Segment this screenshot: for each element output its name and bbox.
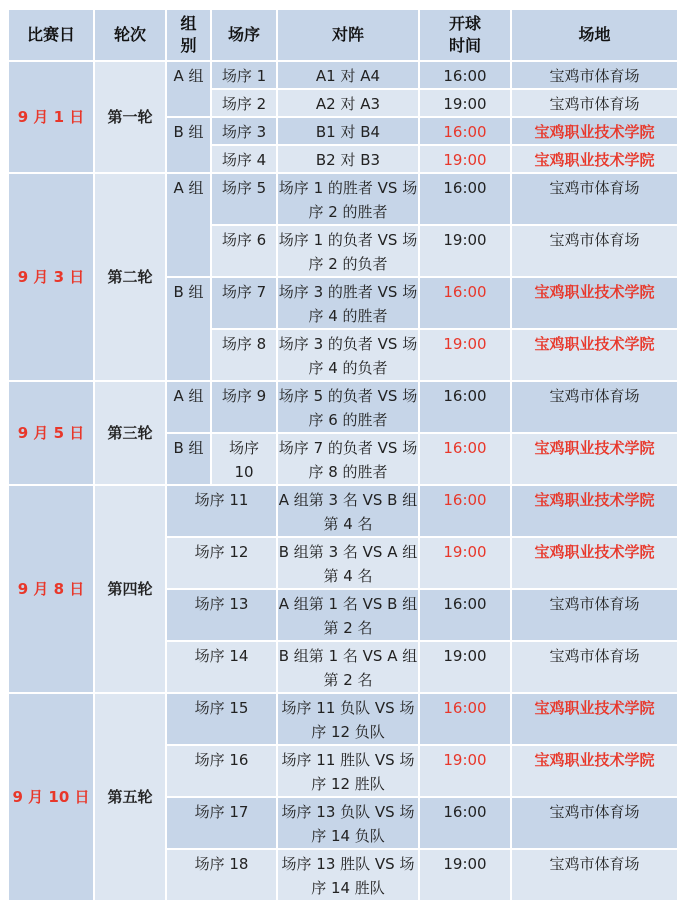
match-number: 场序 2	[211, 89, 277, 117]
matchup: 场序 3 的胜者 VS 场序 4 的胜者	[277, 277, 419, 329]
header-venue: 场地	[511, 9, 678, 61]
matchup: 场序 13 负队 VS 场序 14 负队	[277, 797, 419, 849]
round-label: 第四轮	[94, 485, 166, 693]
kickoff-time: 19:00	[419, 849, 511, 901]
round-label: 第一轮	[94, 61, 166, 173]
venue: 宝鸡市体育场	[511, 797, 678, 849]
venue: 宝鸡职业技术学院	[511, 329, 678, 381]
matchup: A 组第 3 名 VS B 组第 4 名	[277, 485, 419, 537]
header-round: 轮次	[94, 9, 166, 61]
kickoff-time: 16:00	[419, 381, 511, 433]
matchup: 场序 13 胜队 VS 场序 14 胜队	[277, 849, 419, 901]
venue: 宝鸡职业技术学院	[511, 745, 678, 797]
kickoff-time: 16:00	[419, 61, 511, 89]
venue: 宝鸡职业技术学院	[511, 485, 678, 537]
matchup: A1 对 A4	[277, 61, 419, 89]
venue: 宝鸡职业技术学院	[511, 145, 678, 173]
match-date: 9 月 3 日	[8, 173, 94, 381]
kickoff-time: 16:00	[419, 797, 511, 849]
schedule-table	[7, 8, 679, 902]
venue: 宝鸡市体育场	[511, 849, 678, 901]
match-date: 9 月 8 日	[8, 485, 94, 693]
header-matchup: 对阵	[277, 9, 419, 61]
match-number: 场序 4	[211, 145, 277, 173]
match-date: 9 月 5 日	[8, 381, 94, 485]
venue: 宝鸡市体育场	[511, 173, 678, 225]
venue: 宝鸡市体育场	[511, 89, 678, 117]
match-number: 场序 17	[166, 797, 277, 849]
match-number: 场序 15	[166, 693, 277, 745]
group-label: B 组	[166, 277, 211, 381]
header-match-no: 场序	[211, 9, 277, 61]
match-number: 场序 18	[166, 849, 277, 901]
venue: 宝鸡职业技术学院	[511, 433, 678, 485]
match-number: 场序 16	[166, 745, 277, 797]
round-label: 第五轮	[94, 693, 166, 901]
matchup: A 组第 1 名 VS B 组第 2 名	[277, 589, 419, 641]
kickoff-time: 16:00	[419, 277, 511, 329]
table-row	[8, 173, 678, 225]
match-number: 场序 12	[166, 537, 277, 589]
kickoff-time: 16:00	[419, 173, 511, 225]
header-group: 组别	[166, 9, 211, 61]
kickoff-time: 19:00	[419, 537, 511, 589]
kickoff-time: 19:00	[419, 145, 511, 173]
table-row	[8, 381, 678, 433]
kickoff-time: 19:00	[419, 225, 511, 277]
venue: 宝鸡市体育场	[511, 589, 678, 641]
match-number: 场序 1	[211, 61, 277, 89]
kickoff-time: 16:00	[419, 485, 511, 537]
kickoff-time: 16:00	[419, 693, 511, 745]
venue: 宝鸡市体育场	[511, 381, 678, 433]
kickoff-time: 19:00	[419, 89, 511, 117]
match-number: 场序 11	[166, 485, 277, 537]
table-row	[8, 693, 678, 745]
group-label: B 组	[166, 117, 211, 173]
kickoff-time: 16:00	[419, 433, 511, 485]
match-number: 场序 13	[166, 589, 277, 641]
kickoff-time: 16:00	[419, 589, 511, 641]
matchup: B 组第 3 名 VS A 组第 4 名	[277, 537, 419, 589]
matchup: 场序 3 的负者 VS 场序 4 的负者	[277, 329, 419, 381]
kickoff-time: 19:00	[419, 329, 511, 381]
kickoff-time: 19:00	[419, 641, 511, 693]
header-date: 比赛日	[8, 9, 94, 61]
table-row	[8, 61, 678, 89]
venue: 宝鸡职业技术学院	[511, 117, 678, 145]
venue: 宝鸡职业技术学院	[511, 537, 678, 589]
kickoff-time: 19:00	[419, 745, 511, 797]
matchup: 场序 5 的负者 VS 场序 6 的胜者	[277, 381, 419, 433]
matchup: B1 对 B4	[277, 117, 419, 145]
matchup: 场序 11 负队 VS 场序 12 负队	[277, 693, 419, 745]
round-label: 第二轮	[94, 173, 166, 381]
group-label: A 组	[166, 61, 211, 117]
kickoff-time: 16:00	[419, 117, 511, 145]
match-number: 场序 10	[211, 433, 277, 485]
group-label: A 组	[166, 381, 211, 433]
venue: 宝鸡市体育场	[511, 225, 678, 277]
matchup: B2 对 B3	[277, 145, 419, 173]
match-number: 场序 7	[211, 277, 277, 329]
match-number: 场序 3	[211, 117, 277, 145]
venue: 宝鸡市体育场	[511, 641, 678, 693]
venue: 宝鸡职业技术学院	[511, 277, 678, 329]
group-label: B 组	[166, 433, 211, 485]
venue: 宝鸡市体育场	[511, 61, 678, 89]
matchup: 场序 11 胜队 VS 场序 12 胜队	[277, 745, 419, 797]
matchup: B 组第 1 名 VS A 组第 2 名	[277, 641, 419, 693]
match-number: 场序 14	[166, 641, 277, 693]
table-row	[8, 485, 678, 537]
match-number: 场序 8	[211, 329, 277, 381]
venue: 宝鸡职业技术学院	[511, 693, 678, 745]
matchup: 场序 1 的负者 VS 场序 2 的负者	[277, 225, 419, 277]
match-number: 场序 9	[211, 381, 277, 433]
header-kickoff: 开球时间	[419, 9, 511, 61]
matchup: A2 对 A3	[277, 89, 419, 117]
matchup: 场序 1 的胜者 VS 场序 2 的胜者	[277, 173, 419, 225]
match-number: 场序 5	[211, 173, 277, 225]
match-number: 场序 6	[211, 225, 277, 277]
match-date: 9 月 1 日	[8, 61, 94, 173]
group-label: A 组	[166, 173, 211, 277]
matchup: 场序 7 的负者 VS 场序 8 的胜者	[277, 433, 419, 485]
header-row	[8, 9, 678, 61]
match-date: 9 月 10 日	[8, 693, 94, 901]
round-label: 第三轮	[94, 381, 166, 485]
